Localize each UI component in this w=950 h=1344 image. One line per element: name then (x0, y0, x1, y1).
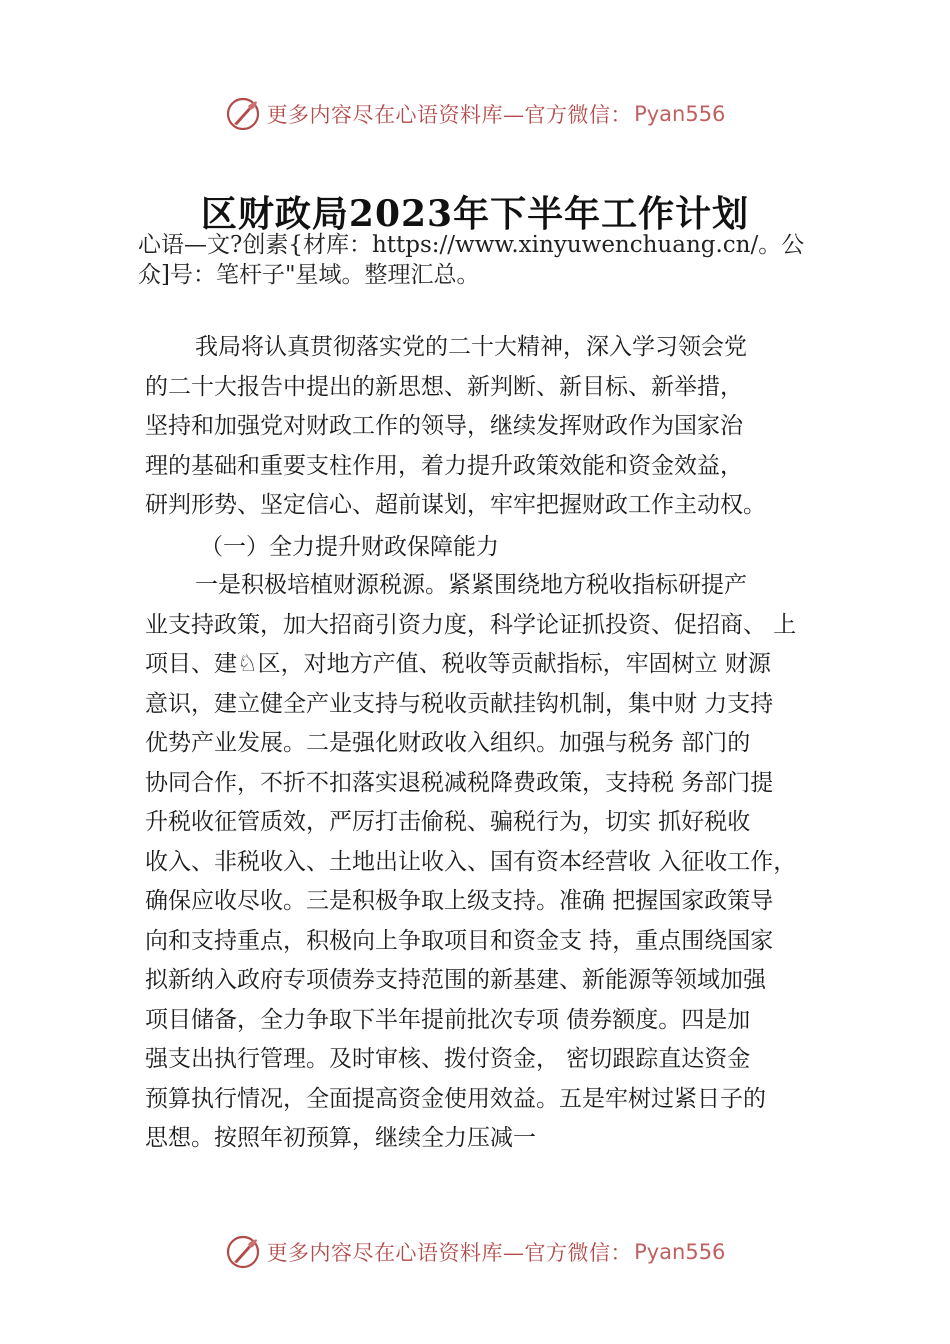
text-line: 预算执行情况，全面提高资金使用效益。五是牢树过紧日子的 (145, 1085, 766, 1112)
text-line: 思想。按照年初预算，继续全力压减一 (145, 1125, 536, 1151)
section-heading: （一）全力提升财政保障能力 (200, 534, 499, 560)
footer-banner (0, 1232, 950, 1272)
text-line: 业支持政策，加大招商引资力度，科学论证抓投资、促招商、 上 (145, 611, 797, 638)
quill-logo-icon (225, 1234, 261, 1270)
document-title: 区财政局2023年下半年工作计划 (200, 193, 750, 235)
text-line: 向和支持重点，积极向上争取项目和资金支 持，重点围绕国家 (145, 927, 774, 954)
banner-wechat-id: Pyan556 (634, 102, 726, 126)
banner-wechat-id: Pyan556 (634, 1240, 726, 1264)
text-line: 的二十大报告中提出的新思想、新判断、新目标、新举措， (145, 373, 743, 400)
text-line: 项目储备，全力争取下半年提前批次专项 债券额度。四是加 (145, 1006, 751, 1033)
text-line: 意识，建立健全产业支持与税收贡献挂钩机制，集中财 力支持 (145, 690, 774, 717)
text-line: 理的基础和重要支柱作用，着力提升政策效能和资金效益， (145, 452, 743, 479)
text-line: 项目、建♘区，对地方产值、税收等贡献指标，牢固树立 财源 (145, 651, 771, 677)
text-line: 我局将认真贯彻落实党的二十大精神，深入学习领会党 (195, 334, 747, 360)
banner-text: 更多内容尽在心语资料库—官方微信： (266, 1241, 633, 1265)
text-line: 升税收征管质效，严厉打击偷税、骗税行为，切实 抓好税收 (145, 809, 751, 835)
intro-paragraph (145, 328, 835, 526)
text-line: 确保应收尽收。三是积极争取上级支持。准确 把握国家政策导 (145, 888, 774, 914)
text-line: 一是积极培植财源税源。紧紧围绕地方税收指标研提产 (195, 572, 747, 598)
body-paragraph (145, 566, 835, 1159)
text-line: 收入、非税收入、土地出让收入、国有资本经营收 入征收工作， (145, 848, 797, 875)
header-banner (0, 94, 950, 134)
text-line: 协同合作，不折不扣落实退税减税降费政策，支持税 务部门提 (145, 769, 774, 796)
text-line: 强支出执行管理。及时审核、拨付资金， 密切跟踪直达资金 (145, 1046, 751, 1072)
quill-logo-icon (225, 96, 261, 132)
text-line: 拟新纳入政府专项债券支持范围的新基建、新能源等领域加强 (145, 967, 766, 993)
text-line: 研判形势、坚定信心、超前谋划，牢牢把握财政工作主动权。 (145, 492, 766, 518)
source-note: 心语—文?创素{材库：https://www.xinyuwenchuang.cn/。公众]号：笔杆子"星域。整理汇总。 (138, 232, 805, 288)
text-line: 坚持和加强党对财政工作的领导，继续发挥财政作为国家治 (145, 413, 743, 439)
text-line: 优势产业发展。二是强化财政收入组织。加强与税务 部门的 (145, 730, 751, 756)
banner-text: 更多内容尽在心语资料库—官方微信： (266, 103, 633, 127)
